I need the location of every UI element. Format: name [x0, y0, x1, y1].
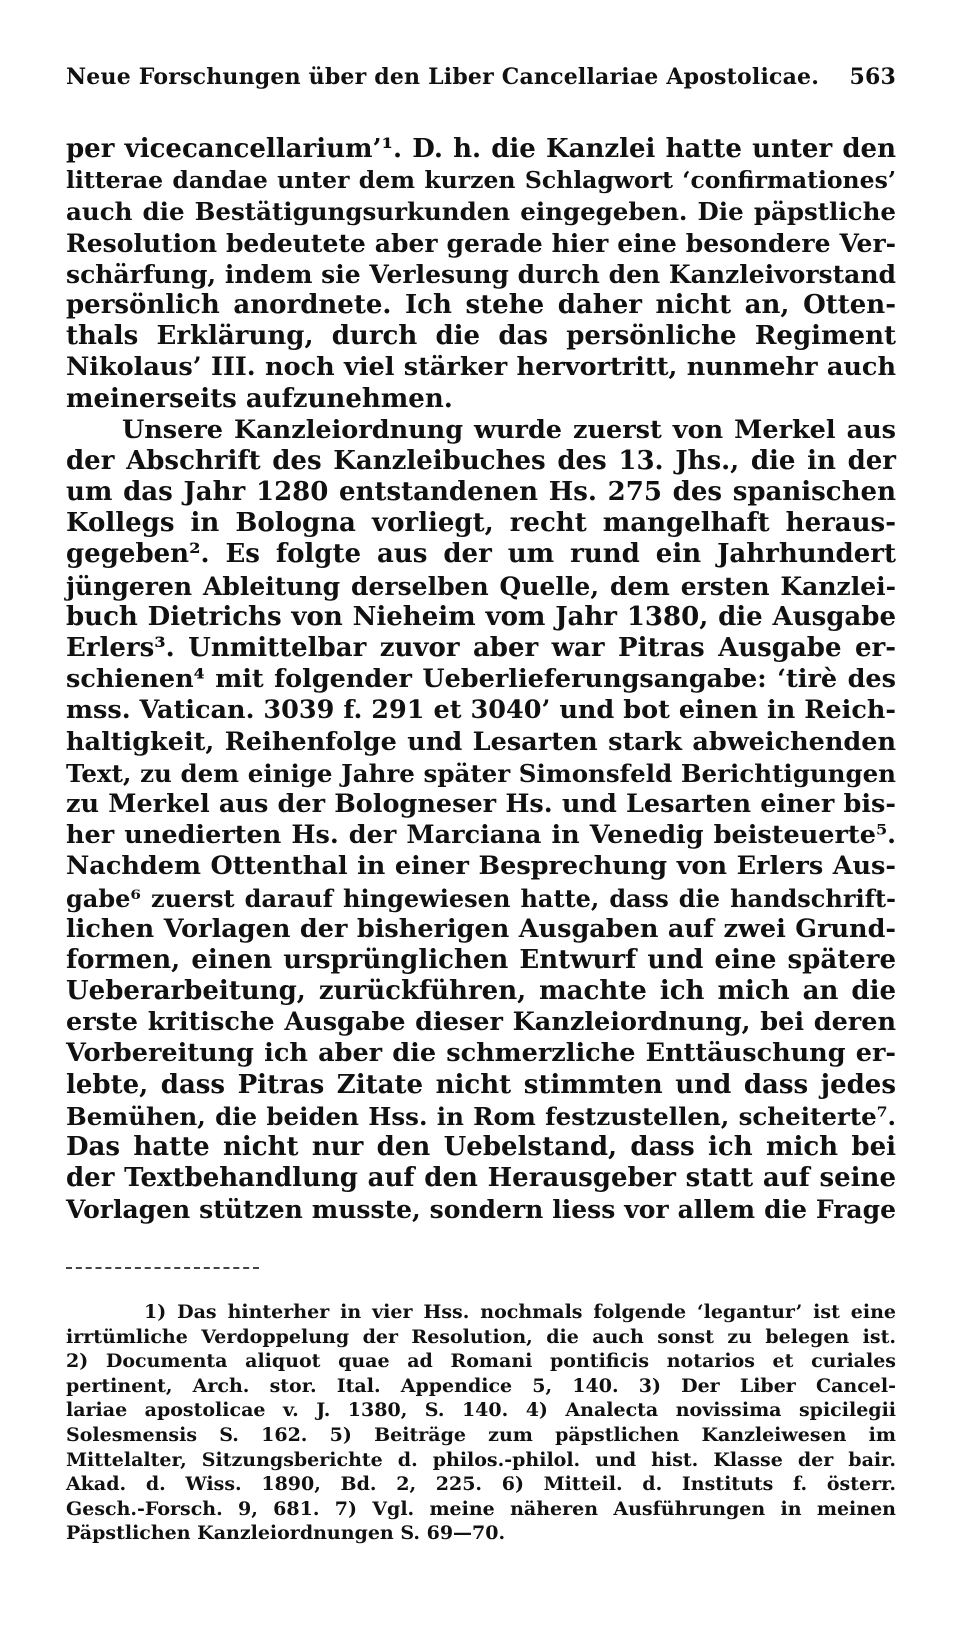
text-line: jüngeren Ableitung derselben Quelle, dem ersten Kanzlei- [66, 571, 896, 601]
text-line: Text, zu dem einige Jahre später Simonsfeld Berichtigungen [66, 758, 896, 788]
main-text [66, 134, 896, 1226]
text-line: auch die Bestätigungsurkunden eingegeben. Die päpstliche [66, 197, 896, 227]
text-line: buch Dietrichs von Nieheim vom Jahr 1380, die Ausgabe [66, 601, 896, 632]
text-line: schärfung, indem sie Verlesung durch den Kanzleivorstand [66, 259, 896, 289]
footnote-line: Mittelalter, Sitzungsberichte d. philos.-philol. und hist. Klasse der bair. [66, 1448, 896, 1471]
text-line: haltigkeit, Reihenfolge und Lesarten stark abweichenden [66, 726, 896, 757]
text-line: Erlers³. Unmittelbar zuvor aber war Pitras Ausgabe er- [66, 633, 896, 663]
footnote-line: Päpstlichen Kanzleiordnungen S. 69—70. [66, 1522, 506, 1545]
text-line: her unedierten Hs. der Marciana in Venedig beisteuerte⁵. [66, 820, 896, 851]
text-line: Nikolaus’ III. noch viel stärker hervortritt, nunmehr auch [66, 352, 896, 383]
footnote-line: pertinent, Arch. stor. Ital. Appendice 5, 140. 3) Der Liber Cancel- [66, 1374, 896, 1397]
text-line: formen, einen ursprünglichen Entwurf und eine spätere [66, 944, 896, 975]
text-line: erste kritische Ausgabe dieser Kanzleiordnung, bei deren [66, 1007, 896, 1038]
footnote-divider [66, 1267, 259, 1269]
text-line: Unsere Kanzleiordnung wurde zuerst von Merkel aus [122, 414, 896, 445]
footnotes [66, 1300, 896, 1546]
footnote-line: 2) Documenta aliquot quae ad Romani pontificis notarios et curiales [66, 1350, 896, 1373]
text-line: mss. Vatican. 3039 f. 291 et 3040’ und bot einen in Reich- [66, 695, 896, 726]
text-line: Resolution bedeutete aber gerade hier eine besondere Ver- [66, 228, 896, 258]
running-title: Neue Forschungen über den Liber Cancellariae Apostolicae. [66, 64, 820, 90]
footnote-line: Solesmensis S. 162. 5) Beiträge zum päpstlichen Kanzleiwesen im [66, 1423, 896, 1446]
text-line: persönlich anordnete. Ich stehe daher nicht an, Otten- [66, 289, 896, 320]
text-line: meinerseits aufzunehmen. [66, 383, 453, 414]
text-line: gegeben². Es folgte aus der um rund ein Jahrhundert [66, 539, 896, 570]
footnote-line: lariae apostolicae v. J. 1380, S. 140. 4) Analecta novissima spicilegii [66, 1399, 896, 1422]
text-line: Vorbereitung ich aber die schmerzliche Enttäuschung er- [66, 1038, 896, 1069]
running-header [66, 64, 896, 104]
text-line: Kollegs in Bologna vorliegt, recht mangelhaft heraus- [66, 508, 896, 539]
text-line: Vorlagen stützen musste, sondern liess vor allem die Frage [66, 1195, 896, 1225]
text-line: litterae dandae unter dem kurzen Schlagwort ‘confirmationes’ [66, 166, 896, 195]
text-line: Bemühen, die beiden Hss. in Rom festzustellen, scheiterte⁷. [66, 1101, 896, 1131]
text-line: per vicecancellarium’¹. D. h. die Kanzlei hatte unter den [66, 134, 896, 164]
footnote-line: 1) Das hinterher in vier Hss. nochmals folgende ‘legantur’ ist eine [144, 1301, 896, 1323]
text-line: der Textbehandlung auf den Herausgeber statt auf seine [66, 1163, 896, 1194]
text-line: der Abschrift des Kanzleibuches des 13. Jhs., die in der [66, 445, 896, 476]
footnote-line: Gesch.-Forsch. 9, 681. 7) Vgl. meine näheren Ausführungen in meinen [66, 1497, 896, 1520]
text-line: lebte, dass Pitras Zitate nicht stimmten und dass jedes [66, 1069, 896, 1100]
text-line: Ueberarbeitung, zurückführen, machte ich mich an die [66, 976, 896, 1007]
text-line: thals Erklärung, durch die das persönliche Regiment [66, 321, 896, 352]
text-line: gabe⁶ zuerst darauf hingewiesen hatte, dass die handschrift- [66, 883, 896, 913]
text-line: um das Jahr 1280 entstandenen Hs. 275 des spanischen [66, 477, 896, 508]
text-line: Das hatte nicht nur den Uebelstand, dass ich mich bei [66, 1132, 896, 1162]
text-line: schienen⁴ mit folgender Ueberlieferungsangabe: ‘tirè des [66, 664, 896, 695]
footnote-line: Akad. d. Wiss. 1890, Bd. 2, 225. 6) Mitteil. d. Instituts f. österr. [66, 1473, 896, 1496]
footnote-line: irrtümliche Verdoppelung der Resolution, die auch sonst zu belegen ist. [66, 1325, 896, 1348]
text-line: lichen Vorlagen der bisherigen Ausgaben auf zwei Grund- [66, 913, 896, 944]
page-number: 563 [849, 64, 896, 90]
text-line: Nachdem Ottenthal in einer Besprechung von Erlers Aus- [66, 851, 896, 882]
text-line: zu Merkel aus der Bologneser Hs. und Lesarten einer bis- [66, 788, 896, 819]
